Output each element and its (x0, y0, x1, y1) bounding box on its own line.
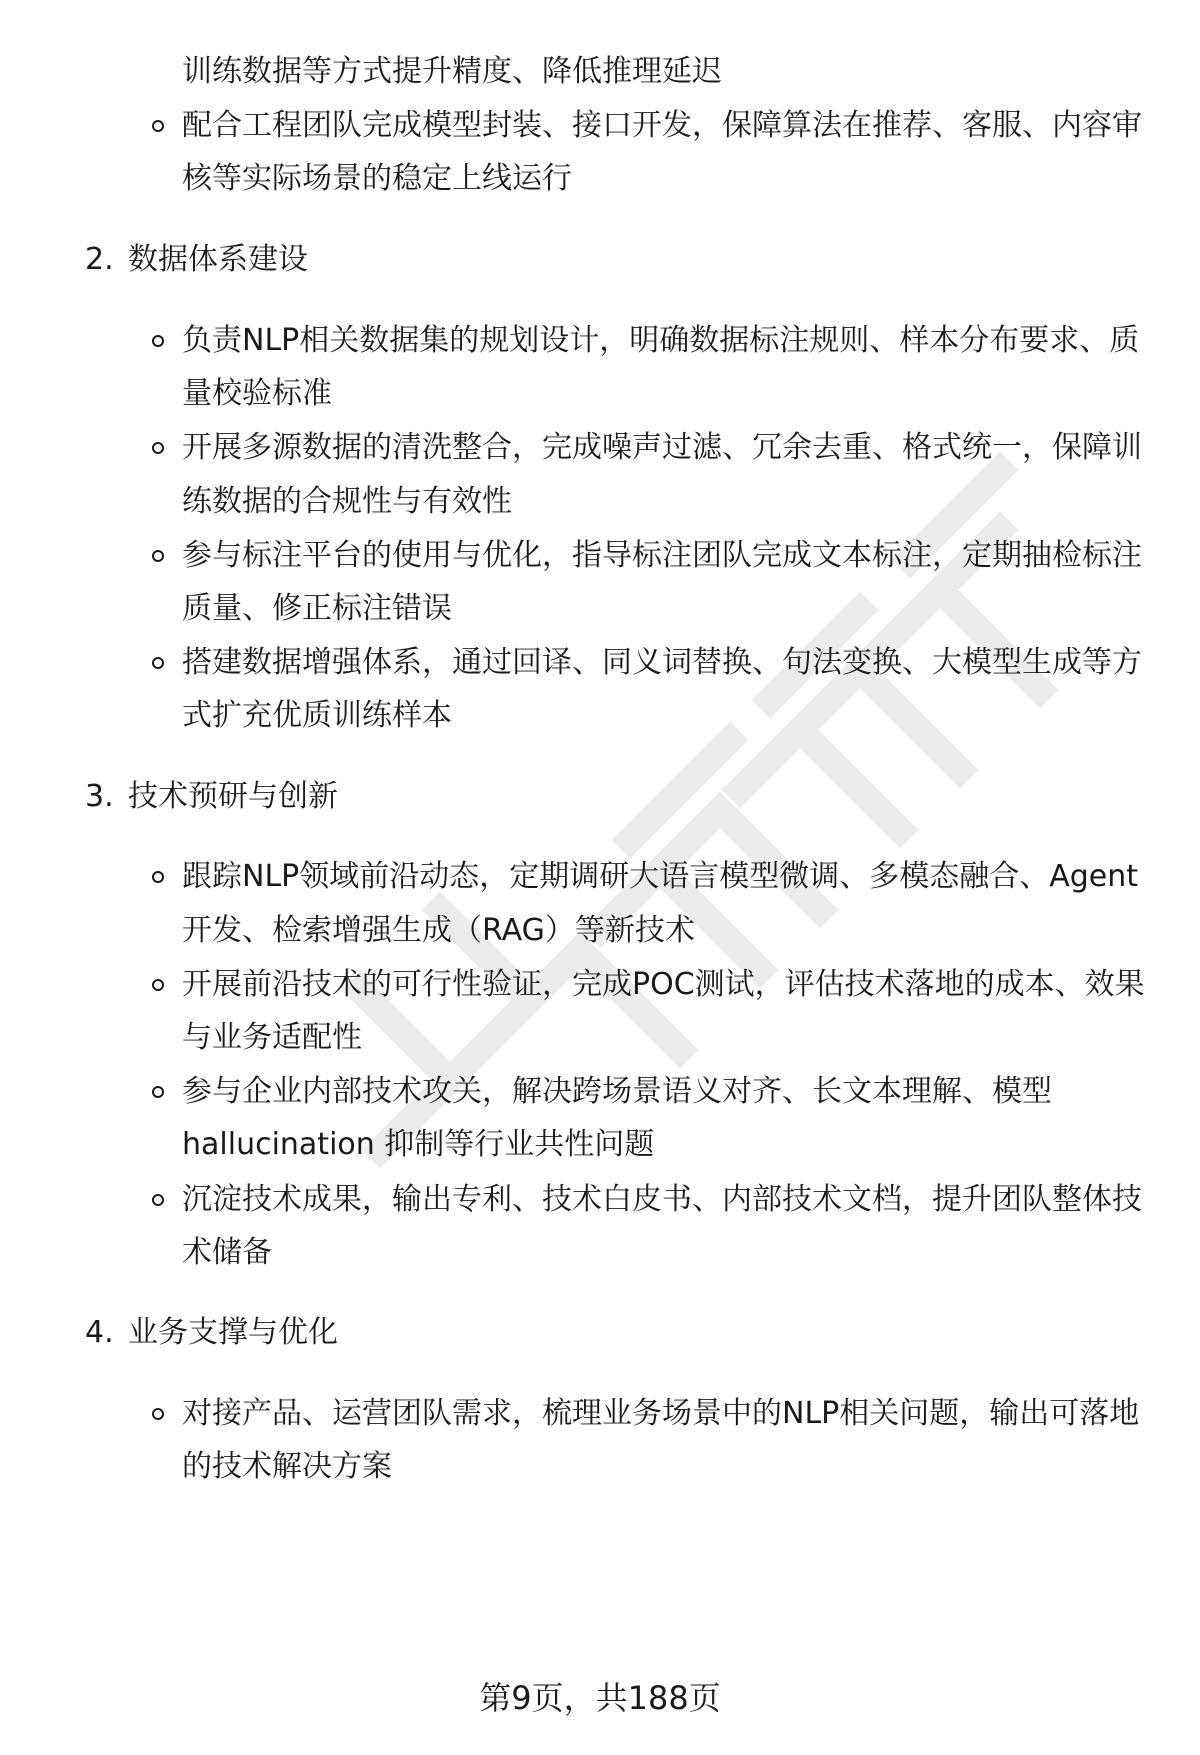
bullet-circle-icon (152, 335, 164, 347)
bullet-line: 式扩充优质训练样本 (182, 698, 452, 733)
bullet-line: 参与企业内部技术攻关，解决跨场景语义对齐、长文本理解、模型 (182, 1074, 1052, 1109)
bullet-line: 的技术解决方案 (182, 1449, 392, 1484)
bullet-circle-icon (152, 120, 164, 132)
page-number-footer: 第9页，共188页 (479, 1679, 721, 1717)
bullet-line: 与业务适配性 (182, 1020, 362, 1055)
section-heading (85, 240, 308, 280)
section-title: 技术预研与创新 (128, 779, 338, 814)
bullet-line: 核等实际场景的稳定上线运行 (182, 161, 572, 196)
bullet-line: 参与标注平台的使用与优化，指导标注团队完成文本标注，定期抽检标注 (182, 538, 1142, 573)
bullet-circle-icon (152, 657, 164, 669)
bullet-circle-icon (152, 1194, 164, 1206)
section-number: 3. (85, 779, 114, 814)
bullet-circle-icon (152, 442, 164, 454)
bullet-line: 开展前沿技术的可行性验证，完成POC测试，评估技术落地的成本、效果 (182, 967, 1145, 1002)
section-number: 4. (85, 1315, 114, 1350)
section-title: 数据体系建设 (128, 242, 308, 277)
bullet-line: 搭建数据增强体系，通过回译、同义词替换、句法变换、大模型生成等方 (182, 645, 1142, 680)
bullet-circle-icon (152, 979, 164, 991)
bullet-line: 术储备 (182, 1235, 272, 1270)
bullet-line: 负责NLP相关数据集的规划设计，明确数据标注规则、样本分布要求、质 (182, 323, 1140, 358)
bullet-line: 开发、检索增强生成（RAG）等新技术 (182, 913, 695, 948)
bullet-circle-icon (152, 1408, 164, 1420)
bullet-line: 质量、修正标注错误 (182, 591, 452, 626)
bullet-circle-icon (152, 871, 164, 883)
bullet-line: 量校验标准 (182, 376, 332, 411)
bullet-line: 练数据的合规性与有效性 (182, 484, 512, 519)
bullet-line: 开展多源数据的清洗整合，完成噪声过滤、冗余去重、格式统一，保障训 (182, 430, 1142, 465)
section-heading (85, 1313, 338, 1353)
bullet-line: 配合工程团队完成模型封装、接口开发，保障算法在推荐、客服、内容审 (182, 108, 1142, 143)
section-title: 业务支撑与优化 (128, 1315, 338, 1350)
bullet-line: 对接产品、运营团队需求，梳理业务场景中的NLP相关问题，输出可落地 (182, 1396, 1140, 1431)
bullet-line: hallucination 抑制等行业共性问题 (182, 1127, 655, 1162)
bullet-circle-icon (152, 550, 164, 562)
section-heading (85, 777, 338, 817)
bullet-line: 跟踪NLP领域前沿动态，定期调研大语言模型微调、多模态融合、Agent (182, 859, 1139, 894)
bullet-line: 沉淀技术成果，输出专利、技术白皮书、内部技术文档，提升团队整体技 (182, 1182, 1142, 1217)
continuation-text: 训练数据等方式提升精度、降低推理延迟 (182, 54, 722, 89)
bullet-circle-icon (152, 1086, 164, 1098)
section-number: 2. (85, 242, 114, 277)
